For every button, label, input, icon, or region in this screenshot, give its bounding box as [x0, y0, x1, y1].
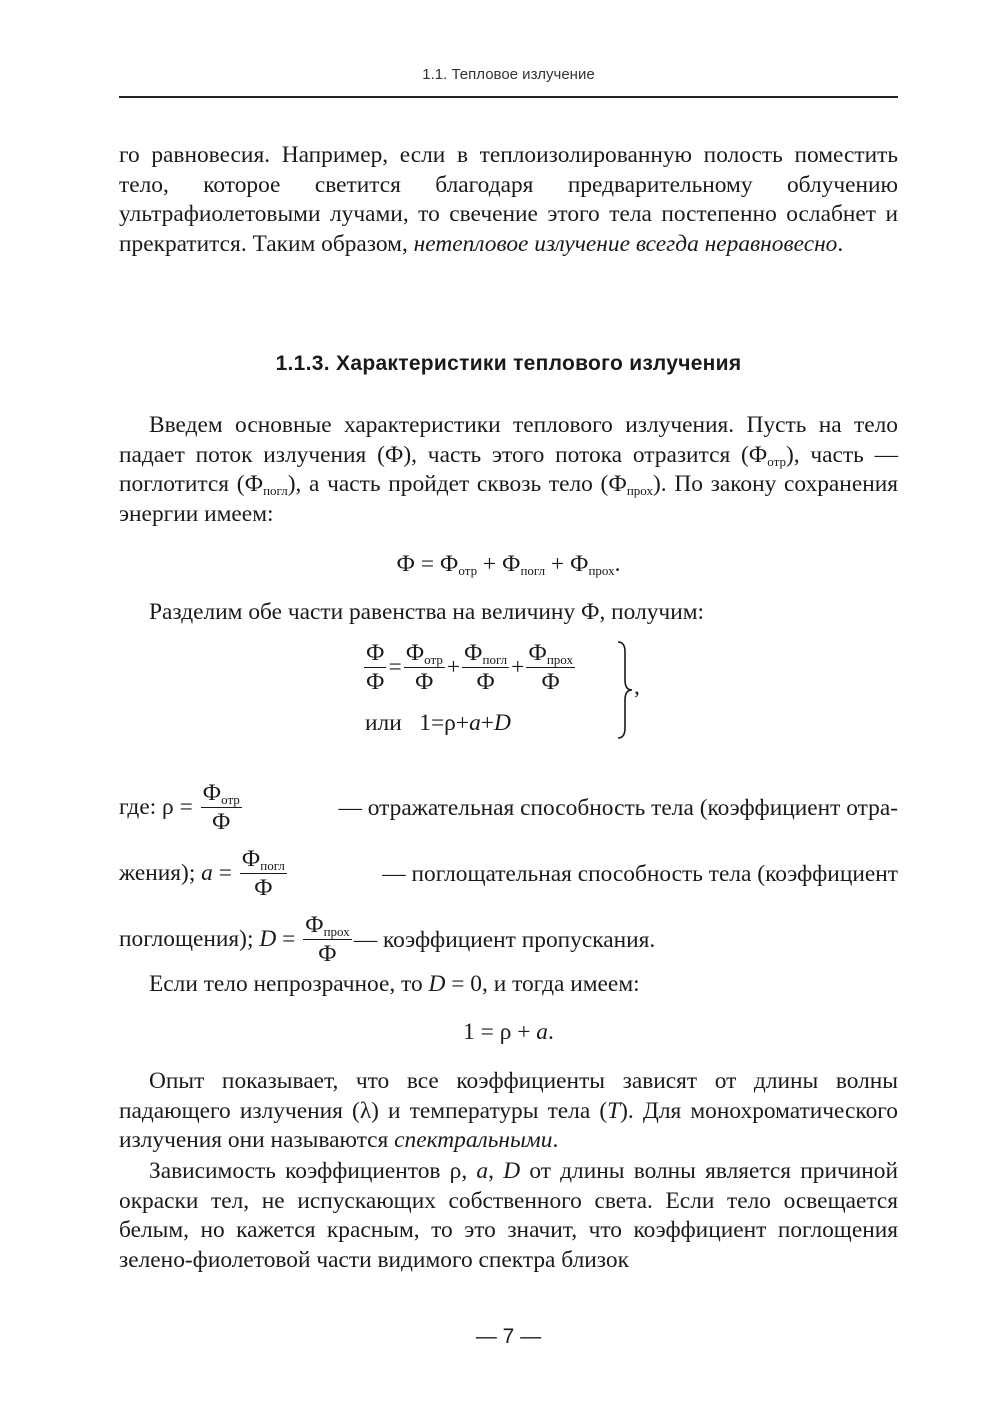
p6-var-d: D [503, 1158, 521, 1184]
eq1-phi-otr: Ф [439, 551, 459, 577]
eq1-sub-otr: отр [458, 563, 478, 578]
phi-symbol: Ф [241, 846, 261, 872]
right-brace-icon [616, 640, 634, 740]
paragraph-6 [119, 1157, 898, 1275]
section-heading: 1.1.3. Характеристики теплового излучения [275, 352, 742, 375]
system-row-sum [365, 710, 511, 737]
def-d-left [119, 914, 354, 967]
eq2-one: 1 [463, 1019, 475, 1045]
def-a-var: a [201, 859, 213, 886]
eq1-sub-proh: прох [588, 563, 615, 578]
frac-den: Ф [415, 669, 434, 696]
system-equals-2: = [430, 710, 445, 736]
p6-comma: , [488, 1158, 504, 1184]
p5-end: . [552, 1127, 559, 1153]
eq2-rho: ρ [499, 1019, 512, 1045]
frac-num: Ф [364, 642, 386, 668]
equation-opaque [119, 1018, 898, 1048]
system-rho: ρ [444, 710, 456, 736]
frac-num [240, 848, 287, 874]
phi-symbol: Ф [464, 640, 483, 666]
frac-def-d [303, 914, 352, 967]
def-rho-text: — отражательная способность тела (коэффициент отра- [338, 794, 898, 821]
frac-num [303, 914, 352, 940]
frac-otr [404, 642, 445, 695]
def-a-prefix: жения); [119, 859, 202, 886]
eq1-equals: = [415, 551, 440, 577]
def-d-var: D [259, 925, 277, 952]
frac-den: Ф [211, 809, 231, 836]
p2-text-3: ), а часть пройдет сквозь тело (Ф [287, 471, 627, 497]
definition-rho [119, 782, 898, 835]
p5-text-2: ). Для монохроматического излучения они называются [119, 1097, 898, 1153]
def-d-equals: = [276, 925, 302, 952]
frac-den: Ф [366, 669, 385, 696]
paragraph-1-italic: нетепловое излучение всегда неравновесно [413, 230, 838, 257]
p2-text-1: Введем основные характеристики теплового излучения. Пусть на тело падает поток излучения (Ф), часть этого потока отразится (Ф [119, 412, 898, 468]
def-d-text: — коэффициент пропускания. [353, 926, 656, 953]
system-plus-1: + [446, 653, 461, 680]
paragraph-1 [119, 141, 898, 259]
eq2-equals: = [474, 1019, 500, 1045]
p6-text-1: Зависимость коэффициентов ρ, [149, 1158, 477, 1184]
system-ili: или [365, 710, 402, 736]
eq1-phi: Ф [396, 551, 416, 577]
frac-num [526, 642, 575, 668]
p4-text-1: Если тело непрозрачное, то [149, 971, 429, 997]
def-a-equals: = [212, 859, 238, 886]
p2-sub-proh: прох [626, 483, 653, 498]
sub-otr: отр [424, 652, 443, 667]
phi-symbol: Ф [202, 780, 222, 806]
eq1-phi-proh: Ф [569, 551, 589, 577]
def-d-prefix: поглощения); [119, 925, 260, 952]
frac-den: Ф [318, 941, 337, 968]
p6-var-a: a [476, 1158, 489, 1184]
system-d: D [493, 710, 511, 736]
p5-text-1: Опыт показывает, что все коэффициенты зависят от длины волны падающего излучения (λ) и температуры тела ( [119, 1068, 898, 1124]
frac-num [201, 782, 242, 808]
system-plus-2: + [511, 653, 525, 680]
paragraph-2 [119, 411, 898, 529]
def-rho-prefix: где: ρ = [119, 793, 199, 820]
def-a-text: — поглощательная способность тела (коэффициент [382, 860, 898, 887]
system-a: a [469, 710, 481, 736]
eq1-dot: . [614, 551, 621, 577]
frac-phi-phi [364, 642, 386, 695]
frac-den: Ф [541, 669, 560, 696]
sub-pogl: погл [482, 652, 508, 667]
p6-text-2: от длины волны является причиной окраски тел, не испускающих собственного света. Если тело освещается белым, но кажется красным, то это значит, что коэффициент поглощения зелено-фиолетовой части видимого спектра близок [119, 1158, 898, 1273]
p2-text-2: ), часть — поглотится (Ф [119, 441, 898, 497]
paragraph-1-text: го равновесия. Например, если в теплоизолированную полость поместить тело, которое светится благодаря предварительному облучению ультрафиолетовыми лучами, то свечение этого тела постепенно ослабнет и прекратится. Таким образом, [119, 142, 898, 257]
phi-symbol: Ф [405, 640, 425, 666]
equation-energy-conservation [119, 550, 898, 580]
frac-def-a [240, 848, 287, 901]
def-rho-left [119, 782, 244, 835]
sub-proh: прох [323, 924, 350, 939]
frac-den: Ф [476, 669, 495, 696]
system-comma: , [634, 674, 640, 700]
frac-den: Ф [254, 875, 273, 902]
eq2-dot: . [548, 1019, 554, 1045]
system-plus-3: + [455, 710, 470, 736]
eq2-a: a [536, 1019, 548, 1045]
system-plus-4: + [480, 710, 494, 736]
running-header: 1.1. Тепловое излучение [422, 66, 595, 83]
sub-otr: отр [221, 792, 240, 807]
sub-proh: прох [546, 652, 573, 667]
header-rule [119, 96, 898, 98]
def-a-left [119, 848, 289, 901]
p5-italic: спектральными [394, 1127, 553, 1153]
phi-symbol: Ф [528, 640, 547, 666]
equation-system [362, 640, 652, 740]
p2-text-4: ). По закону сохранения энергии имеем: [119, 471, 899, 527]
definition-a [119, 848, 898, 901]
paragraph-1-end: . [837, 230, 844, 257]
system-row-fractions [362, 642, 577, 695]
definition-d [119, 914, 898, 967]
eq2-plus: + [511, 1019, 537, 1045]
p5-var-t: T [607, 1097, 621, 1124]
p2-sub-pogl: погл [263, 483, 288, 498]
paragraph-3: Разделим обе части равенства на величину Ф, получим: [149, 599, 705, 625]
frac-pogl [462, 642, 509, 695]
phi-symbol: Ф [305, 912, 324, 938]
paragraph-4 [119, 970, 898, 1000]
p4-text-2: = 0, и тогда имеем: [445, 971, 640, 997]
system-equals: = [388, 653, 402, 680]
frac-def-rho [201, 782, 242, 835]
eq1-plus-2: + [545, 551, 570, 577]
p4-var-d: D [428, 971, 446, 997]
frac-num [404, 642, 445, 668]
page-number: — 7 — [475, 1325, 542, 1348]
eq1-plus-1: + [477, 551, 502, 577]
frac-proh [526, 642, 575, 695]
sub-pogl: погл [260, 858, 285, 873]
system-one: 1 [419, 710, 431, 736]
paragraph-5 [119, 1067, 898, 1156]
eq1-sub-pogl: погл [520, 563, 546, 578]
p2-sub-otr: отр [767, 453, 786, 469]
frac-num [462, 642, 509, 668]
eq1-phi-pogl: Ф [501, 551, 521, 577]
